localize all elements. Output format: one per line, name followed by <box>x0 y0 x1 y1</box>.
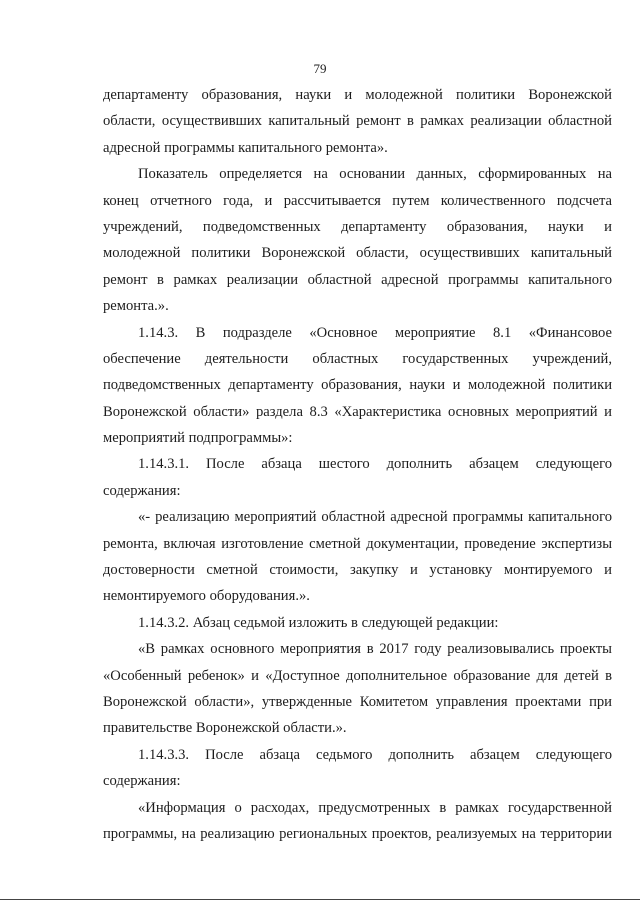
text-line: достоверности сметной стоимости, закупку и установку монтируемого и <box>103 562 612 579</box>
text-line: содержания: <box>103 482 181 499</box>
text-line: ремонта.». <box>103 298 169 315</box>
text-line: молодежной политики Воронежской области, осуществивших капитальный <box>103 245 612 262</box>
text-line: Воронежской области», утвержденные Комитетом управления проектами при <box>103 693 612 710</box>
text-line: «- реализацию мероприятий областной адресной программы капитального <box>138 509 612 526</box>
text-line: «Особенный ребенок» и «Доступное дополнительное образование для детей в <box>103 667 612 684</box>
text-line: ремонт в рамках реализации областной адресной программы капитального <box>103 271 612 288</box>
text-line: департаменту образования, науки и молодежной политики Воронежской <box>103 87 612 103</box>
text-line: адресной программы капитального ремонта». <box>103 139 388 156</box>
text-line: ремонта, включая изготовление сметной документации, проведение экспертизы <box>103 535 612 552</box>
text-line: «В рамках основного мероприятия в 2017 году реализовывались проекты <box>138 641 612 658</box>
text-line: немонтируемого оборудования.». <box>103 588 310 605</box>
text-line: программы, на реализацию региональных проектов, реализуемых на территории <box>103 825 612 842</box>
text-line: 1.14.3.2. Абзац седьмой изложить в следующей редакции: <box>138 614 499 631</box>
text-line: «Информация о расходах, предусмотренных в рамках государственной <box>138 799 612 816</box>
text-line: содержания: <box>103 773 181 790</box>
text-line: учреждений, подведомственных департаменту образования, науки и <box>103 218 612 235</box>
text-line: 1.14.3.3. После абзаца седьмого дополнить абзацем следующего <box>138 746 612 763</box>
text-line: правительстве Воронежской области.». <box>103 720 347 737</box>
footer-rule <box>0 899 640 900</box>
page-number: 79 <box>313 61 327 76</box>
text-line: 1.14.3.1. После абзаца шестого дополнить абзацем следующего <box>138 456 612 473</box>
text-line: 1.14.3. В подразделе «Основное мероприятие 8.1 «Финансовое <box>138 324 612 341</box>
text-line: мероприятий подпрограммы»: <box>103 430 293 447</box>
text-line: Показатель определяется на основании данных, сформированных на <box>138 166 612 183</box>
text-line: подведомственных департаменту образования, науки и молодежной политики <box>103 377 612 394</box>
document-body <box>103 82 612 847</box>
text-line: обеспечение деятельности областных государственных учреждений, <box>103 350 612 367</box>
text-line: конец отчетного года, и рассчитывается путем количественного подсчета <box>103 192 612 209</box>
text-line: Воронежской области» раздела 8.3 «Характеристика основных мероприятий и <box>103 403 612 420</box>
text-line: области, осуществивших капитальный ремонт в рамках реализации областной <box>103 113 612 130</box>
